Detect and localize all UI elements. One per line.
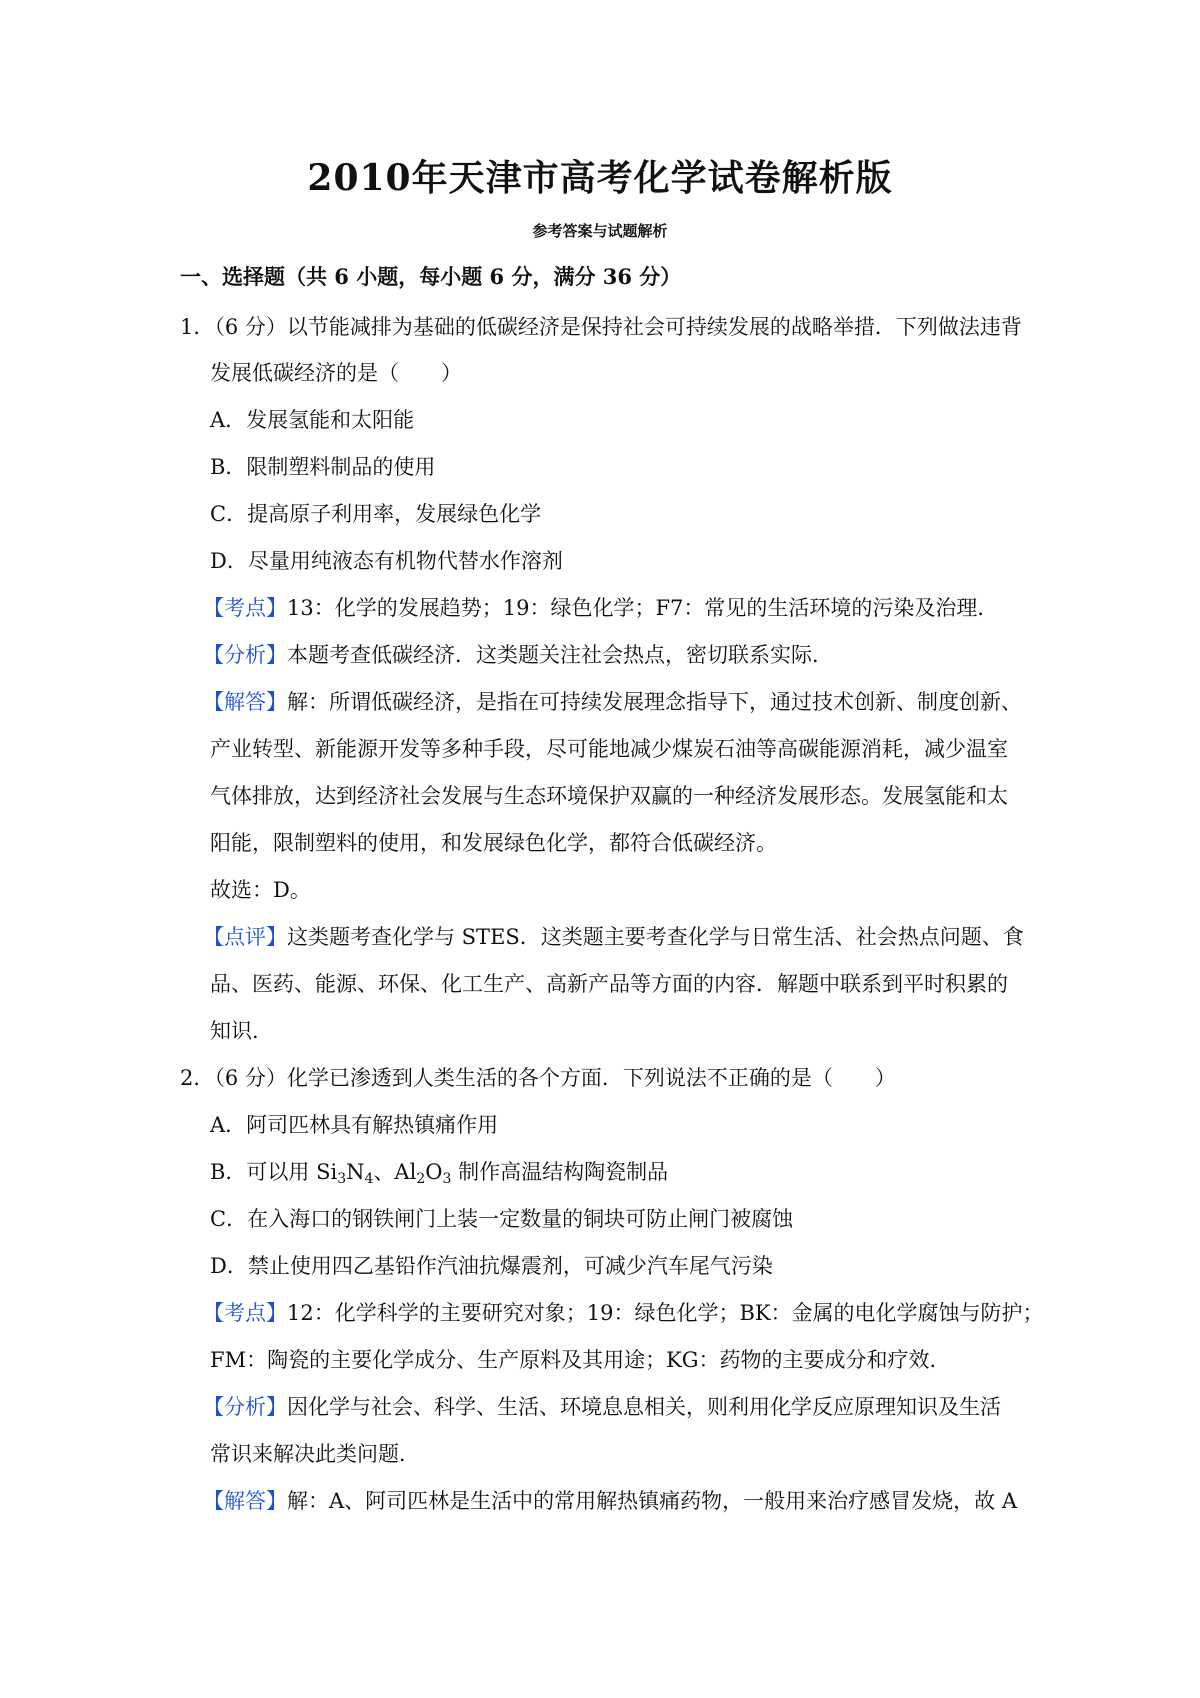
q1-kaodian-tag: 考点 (224, 596, 266, 620)
q1-option-a: A．发展氢能和太阳能 (210, 408, 415, 432)
q2-fenxi-text1: 因化学与社会、科学、生活、环境息息相关，则利用化学反应原理知识及生活 (287, 1395, 1001, 1419)
bracket-open: 【 (203, 596, 224, 620)
q1-jieda-line2: 产业转型、新能源开发等多种手段，尽可能地减少煤炭石油等高碳能源消耗，减少温室 (210, 737, 1008, 761)
q1-option-c: C．提高原子利用率，发展绿色化学 (210, 502, 542, 526)
q1-dianping-text1: 这类题考查化学与 STES．这类题主要考查化学与日常生活、社会热点问题、食 (287, 925, 1024, 949)
bracket-open: 【 (203, 1489, 224, 1513)
q2-option-d: D．禁止使用四乙基铅作汽油抗爆震剂，可减少汽车尾气污染 (210, 1254, 773, 1278)
q2-kaodian-text1: 12：化学科学的主要研究对象；19：绿色化学；BK：金属的电化学腐蚀与防护； (287, 1301, 1044, 1325)
q2-fenxi-tag: 分析 (224, 1395, 266, 1419)
q2-fenxi-line2: 常识来解决此类问题． (210, 1442, 420, 1466)
q1-fenxi (203, 640, 833, 670)
section-heading: 一、选择题（共 6 小题，每小题 6 分，满分 36 分） (180, 264, 682, 289)
q2-option-b (210, 1157, 668, 1187)
q2-option-b-text: 制作高温结构陶瓷制品 (451, 1160, 669, 1184)
q1-dianping-line2: 品、医药、能源、环保、化工生产、高新产品等方面的内容．解题中联系到平时积累的 (210, 972, 1008, 996)
q1-jieda-line3: 气体排放，达到经济社会发展与生态环境保护双赢的一种经济发展形态。发展氢能和太 (210, 784, 1008, 808)
bracket-close: 】 (266, 925, 287, 949)
bracket-close: 】 (266, 1489, 287, 1513)
bracket-open: 【 (203, 643, 224, 667)
q2-option-b-text: O (425, 1160, 443, 1184)
q2-jieda-tag: 解答 (224, 1489, 266, 1513)
bracket-open: 【 (203, 690, 224, 714)
bracket-close: 】 (266, 690, 287, 714)
q1-stem-line2: 发展低碳经济的是（ ） (210, 361, 462, 385)
bracket-close: 】 (266, 643, 287, 667)
bracket-close: 】 (266, 596, 287, 620)
bracket-close: 】 (266, 1301, 287, 1325)
q2-jieda-line1 (203, 1486, 1017, 1516)
q1-jieda-line1 (203, 687, 1022, 717)
q1-answer: 故选：D。 (210, 878, 311, 902)
q1-stem-line1: 1．（6 分）以节能减排为基础的低碳经济是保持社会可持续发展的战略举措．下列做法违背 (180, 315, 1022, 339)
q1-kaodian (203, 593, 998, 623)
q2-stem: 2．（6 分）化学已渗透到人类生活的各个方面．下列说法不正确的是（ ） (180, 1066, 896, 1090)
q1-dianping-line3: 知识． (210, 1019, 273, 1043)
q2-option-b-text: 、Al (373, 1160, 417, 1184)
q2-option-b-text: N (346, 1160, 365, 1184)
q1-jieda-text1: 解：所谓低碳经济，是指在可持续发展理念指导下，通过技术创新、制度创新、 (287, 690, 1022, 714)
bracket-open: 【 (203, 1395, 224, 1419)
q2-option-b-text: B．可以用 Si (210, 1160, 338, 1184)
subscript: 3 (337, 1171, 347, 1187)
q2-option-c: C．在入海口的钢铁闸门上装一定数量的铜块可防止闸门被腐蚀 (210, 1207, 794, 1231)
q2-kaodian-tag: 考点 (224, 1301, 266, 1325)
q2-kaodian-line1 (203, 1298, 1044, 1328)
page-subtitle: 参考答案与试题解析 (532, 222, 668, 240)
bracket-close: 】 (266, 1395, 287, 1419)
q2-kaodian-line2: FM：陶瓷的主要化学成分、生产原料及其用途；KG：药物的主要成分和疗效． (210, 1348, 951, 1372)
bracket-open: 【 (203, 925, 224, 949)
q1-fenxi-tag: 分析 (224, 643, 266, 667)
q2-option-a: A．阿司匹林具有解热镇痛作用 (210, 1113, 499, 1137)
q1-fenxi-text: 本题考查低碳经济．这类题关注社会热点，密切联系实际． (287, 643, 833, 667)
q1-kaodian-text: 13：化学的发展趋势；19：绿色化学；F7：常见的生活环境的污染及治理． (287, 596, 999, 620)
q1-option-d: D．尽量用纯液态有机物代替水作溶剂 (210, 549, 563, 573)
q1-option-b: B．限制塑料制品的使用 (210, 455, 436, 479)
q2-fenxi-line1 (203, 1392, 1001, 1422)
subscript: 2 (416, 1171, 426, 1187)
bracket-open: 【 (203, 1301, 224, 1325)
q1-jieda-line4: 阳能，限制塑料的使用，和发展绿色化学，都符合低碳经济。 (210, 831, 777, 855)
q2-jieda-text1: 解：A、阿司匹林是生活中的常用解热镇痛药物，一般用来治疗感冒发烧，故 A (287, 1489, 1018, 1513)
q1-dianping-tag: 点评 (224, 925, 266, 949)
subscript: 3 (442, 1171, 452, 1187)
subscript: 4 (364, 1171, 374, 1187)
page-title: 2010年天津市高考化学试卷解析版 (307, 157, 893, 199)
q1-dianping-line1 (203, 922, 1024, 952)
q1-jieda-tag: 解答 (224, 690, 266, 714)
